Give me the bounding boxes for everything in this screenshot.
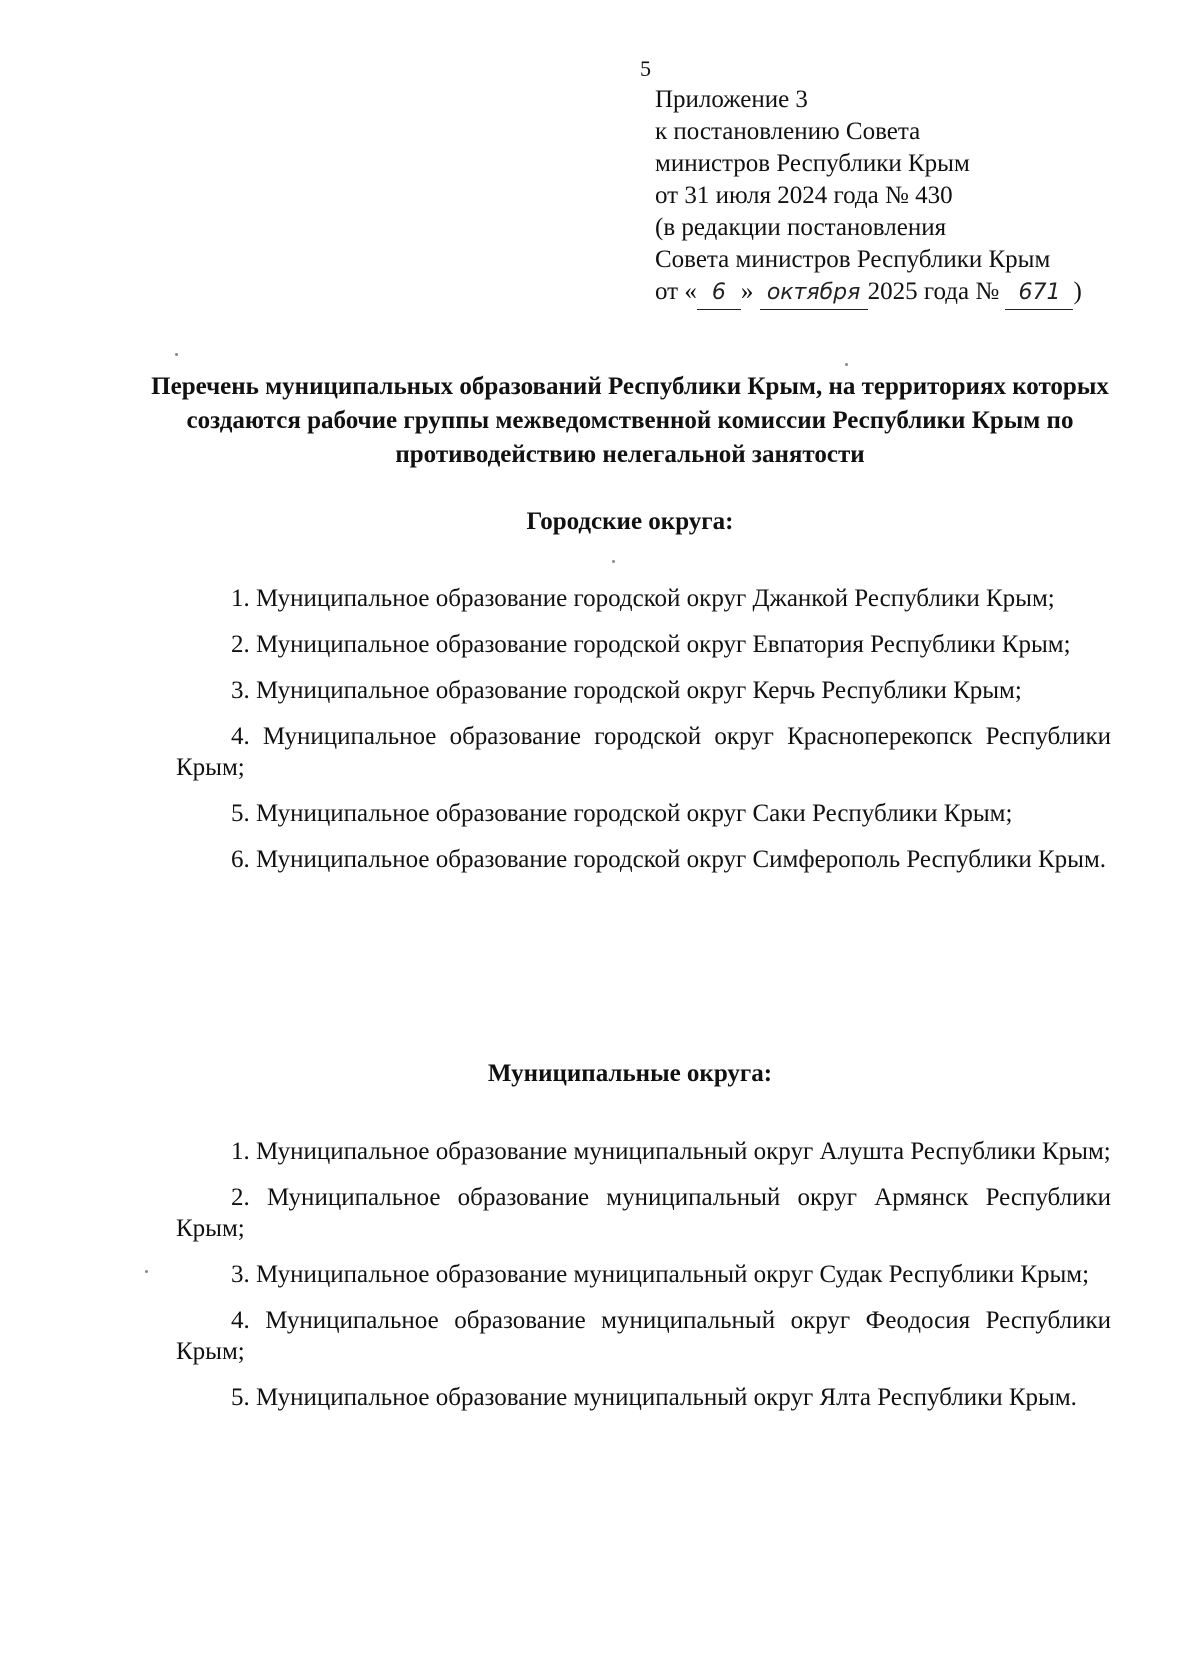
list-item: 4. Муниципальное образование муниципальный округ Феодосия Республики Крым; [176,1307,1111,1365]
list-item: 6. Муниципальное образование городской округ Симферополь Республики Крым. [231,846,1107,873]
appendix-line: от 31 июля 2024 года № 430 [655,182,953,209]
list-item: 1. Муниципальное образование муниципальный округ Алушта Республики Крым; [231,1138,1111,1165]
list-item: 1. Муниципальное образование городской округ Джанкой Республики Крым; [231,585,1055,612]
appendix-line: Приложение 3 [655,86,808,113]
page-number: 5 [640,56,651,81]
section-heading-municipal: Муниципальные округа: [487,1060,773,1087]
amendment-date-line [655,276,1175,310]
list-item: 3. Муниципальное образование муниципальный округ Судак Республики Крым; [231,1261,1090,1288]
handwritten-day: 6 [697,277,741,310]
scan-speck [145,1270,148,1273]
list-item: 4. Муниципальное образование городской округ Красноперекопск Республики Крым; [176,723,1111,781]
appendix-line: к постановлению Совета [655,118,921,145]
appendix-line: министров Республики Крым [655,150,970,177]
date-mid: » [740,278,754,305]
appendix-header [655,84,1175,310]
list-item: 3. Муниципальное образование городской округ Керчь Республики Крым; [231,677,1022,704]
list-item: 5. Муниципальное образование городской округ Саки Республики Крым; [231,800,1013,827]
city-districts-list [176,583,1111,890]
municipal-districts-list [176,1136,1111,1428]
section-heading-city: Городские округа: [526,508,734,535]
list-item: 2. Муниципальное образование муниципальный округ Армянск Республики Крым; [176,1184,1111,1242]
scan-speck [612,560,615,563]
document-title: Перечень муниципальных образований Республики Крым, на территориях которых создаются рабочие группы межведомственной комиссии Республики Крым по противодействию нелегальной занятости [151,373,1109,468]
date-prefix: от « [655,278,697,305]
handwritten-number: 671 [1005,277,1073,310]
handwritten-month: октября [760,277,868,310]
scan-speck [845,363,848,366]
date-year: 2025 года № [867,278,1000,305]
list-item: 2. Муниципальное образование городской округ Евпатория Республики Крым; [231,631,1071,658]
appendix-line: (в редакции постановления [655,214,947,241]
appendix-line: Совета министров Республики Крым [655,246,1051,273]
date-suffix: ) [1073,278,1082,305]
scan-speck [175,353,178,356]
list-item: 5. Муниципальное образование муниципальный округ Ялта Республики Крым. [231,1384,1077,1411]
